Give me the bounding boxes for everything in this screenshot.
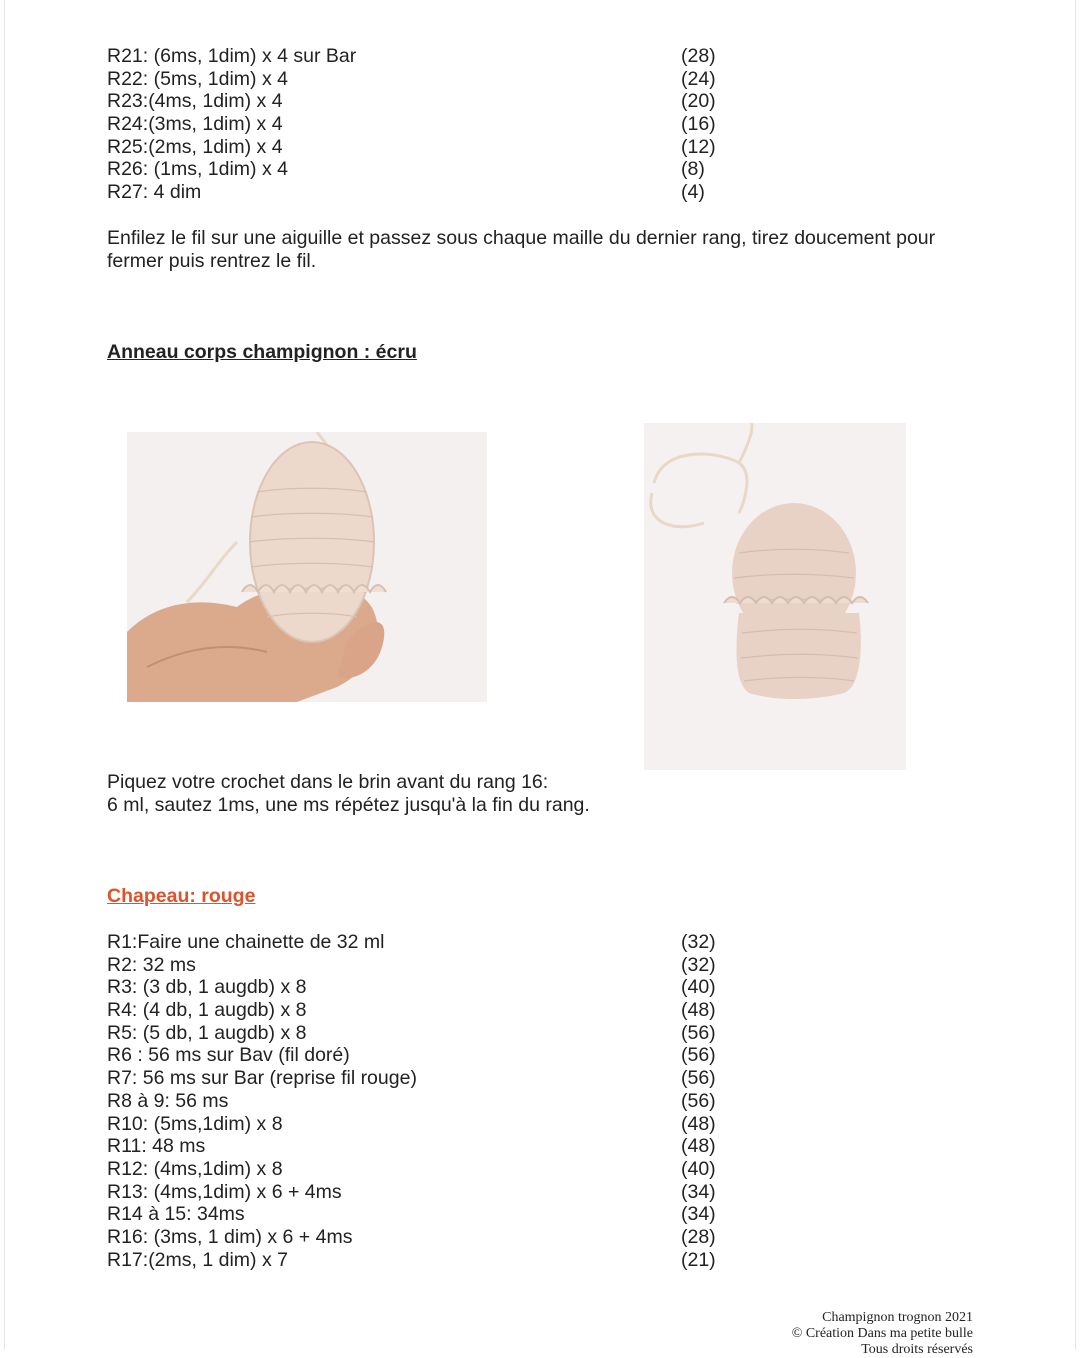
pattern-row (107, 1113, 747, 1136)
page-edge-left (4, 0, 5, 1350)
ring-instruction-line: 6 ml, sautez 1ms, une ms répétez jusqu'à la fin du rang. (107, 794, 590, 816)
row-stitch-count: (32) (681, 931, 716, 953)
row-stitch-count: (48) (681, 1112, 716, 1135)
pattern-row (107, 1135, 747, 1158)
photo-body-with-ring (644, 423, 906, 770)
row-stitch-count: (21) (681, 1248, 716, 1271)
ring-instruction (107, 771, 987, 817)
row-stitch-count: (28) (681, 45, 716, 67)
pattern-row (107, 136, 747, 159)
row-stitch-count: (40) (681, 976, 716, 999)
row-stitch-count: (24) (681, 67, 716, 90)
pattern-row (107, 1158, 747, 1181)
footer-rights: Tous droits réservés (861, 1342, 973, 1357)
row-instruction: R7: 56 ms sur Bar (reprise fil rouge) (107, 1067, 417, 1090)
row-instruction: R22: (5ms, 1dim) x 4 (107, 67, 288, 90)
pattern-row (107, 113, 747, 136)
pattern-row (107, 1181, 747, 1204)
closing-instruction-line: fermer puis rentrez le fil. (107, 250, 317, 272)
row-stitch-count: (56) (681, 1021, 716, 1044)
row-instruction: R3: (3 db, 1 augdb) x 8 (107, 976, 307, 999)
row-instruction: R23:(4ms, 1dim) x 4 (107, 90, 283, 113)
row-stitch-count: (12) (681, 135, 716, 158)
closing-instruction-line: Enfilez le fil sur une aiguille et passez sous chaque maille du dernier rang, tirez doucement pour (107, 227, 936, 249)
pattern-row (107, 1067, 747, 1090)
pattern-row (107, 1249, 747, 1272)
row-stitch-count: (16) (681, 113, 716, 136)
row-stitch-count: (28) (681, 1225, 716, 1248)
row-stitch-count: (20) (681, 90, 716, 113)
pattern-row (107, 1090, 747, 1113)
pattern-row (107, 45, 747, 68)
page-edge-right (1075, 0, 1076, 1350)
pattern-row (107, 158, 747, 181)
pattern-row (107, 1226, 747, 1249)
row-stitch-count: (32) (681, 953, 716, 976)
row-instruction: R16: (3ms, 1 dim) x 6 + 4ms (107, 1225, 353, 1248)
ring-instruction-line: Piquez votre crochet dans le brin avant du rang 16: (107, 771, 549, 793)
row-instruction: R13: (4ms,1dim) x 6 + 4ms (107, 1180, 342, 1203)
pattern-row (107, 68, 747, 91)
row-instruction: R21: (6ms, 1dim) x 4 sur Bar (107, 45, 357, 67)
ring-section-heading: Anneau corps champignon : écru (107, 341, 417, 363)
row-stitch-count: (40) (681, 1157, 716, 1180)
top-rows-list (107, 45, 747, 204)
row-instruction: R6 : 56 ms sur Bav (fil doré) (107, 1044, 350, 1067)
row-stitch-count: (48) (681, 999, 716, 1022)
photo-body-in-hand (127, 432, 487, 702)
footer-copyright: © Création Dans ma petite bulle (791, 1326, 973, 1341)
page-footer (792, 1310, 973, 1358)
pattern-row (107, 181, 747, 204)
pattern-row (107, 90, 747, 113)
row-stitch-count: (56) (681, 1089, 716, 1112)
hat-section-heading: Chapeau: rouge (107, 885, 256, 907)
row-instruction: R14 à 15: 34ms (107, 1203, 245, 1226)
footer-title: Champignon trognon 2021 (822, 1310, 973, 1325)
pattern-row (107, 954, 747, 977)
row-instruction: R2: 32 ms (107, 953, 196, 976)
row-instruction: R17:(2ms, 1 dim) x 7 (107, 1248, 288, 1271)
pattern-row (107, 999, 747, 1022)
row-instruction: R12: (4ms,1dim) x 8 (107, 1157, 283, 1180)
pattern-row (107, 976, 747, 999)
pattern-row (107, 1203, 747, 1226)
row-instruction: R26: (1ms, 1dim) x 4 (107, 158, 288, 181)
row-stitch-count: (34) (681, 1203, 716, 1226)
hat-rows-list (107, 931, 747, 1271)
row-instruction: R11: 48 ms (107, 1135, 206, 1158)
row-instruction: R10: (5ms,1dim) x 8 (107, 1112, 283, 1135)
pattern-row (107, 931, 747, 954)
row-stitch-count: (56) (681, 1067, 716, 1090)
row-instruction: R4: (4 db, 1 augdb) x 8 (107, 999, 307, 1022)
row-instruction: R27: 4 dim (107, 181, 202, 204)
closing-instruction (107, 227, 987, 273)
row-stitch-count: (48) (681, 1135, 716, 1158)
row-instruction: R8 à 9: 56 ms (107, 1089, 229, 1112)
pattern-row (107, 1022, 747, 1045)
row-stitch-count: (4) (681, 181, 705, 204)
row-instruction: R25:(2ms, 1dim) x 4 (107, 135, 283, 158)
row-instruction: R5: (5 db, 1 augdb) x 8 (107, 1021, 307, 1044)
row-instruction: R24:(3ms, 1dim) x 4 (107, 113, 283, 136)
row-stitch-count: (8) (681, 158, 705, 181)
row-instruction: R1:Faire une chainette de 32 ml (107, 931, 385, 953)
pattern-row (107, 1044, 747, 1067)
row-stitch-count: (34) (681, 1180, 716, 1203)
row-stitch-count: (56) (681, 1044, 716, 1067)
